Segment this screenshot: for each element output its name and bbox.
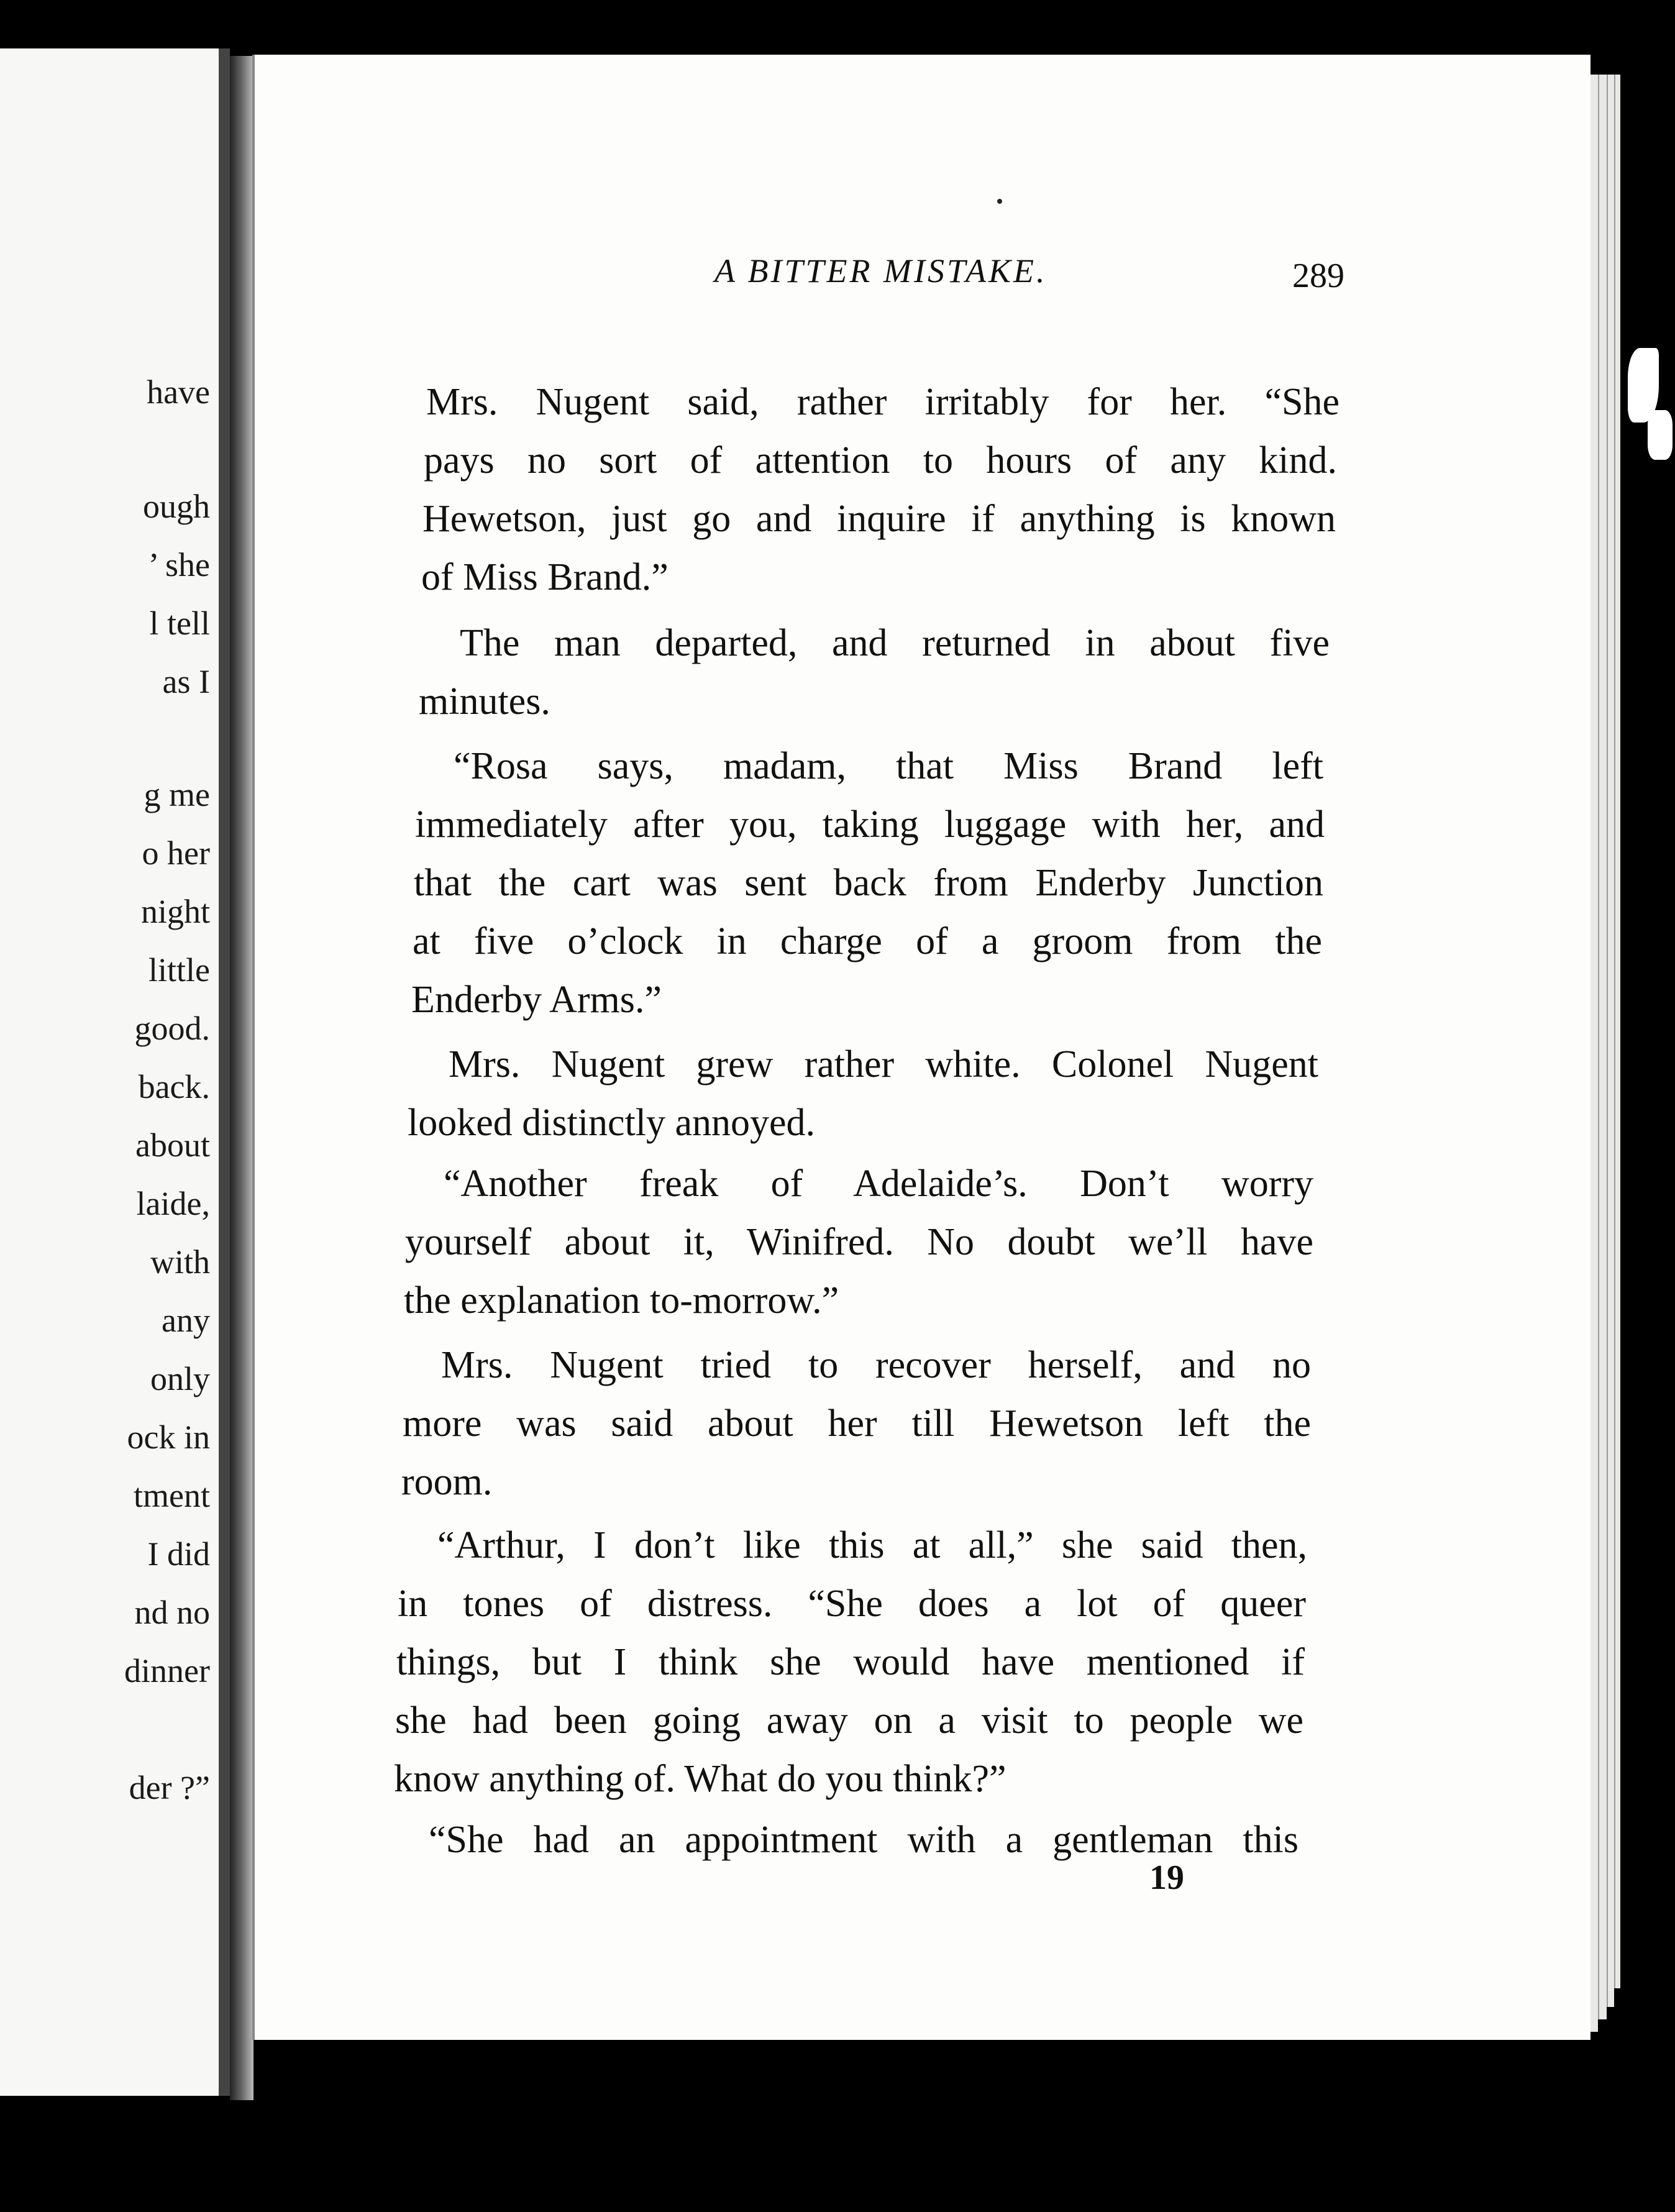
text-line: Hewetson, just go and inquire if anything is known [422, 498, 1336, 540]
text-line: Mrs. Nugent said, rather irritably for her. “She [426, 381, 1340, 423]
text-line: “She had an appointment with a gentleman this [429, 1819, 1298, 1861]
running-title: A BITTER MISTAKE. [714, 252, 1047, 290]
signature-mark: 19 [1149, 1858, 1184, 1897]
left-page-fragment: I did [147, 1535, 210, 1573]
text-line: in tones of distress. “She does a lot of queer [398, 1583, 1306, 1625]
text-line: pays no sort of attention to hours of any kind. [424, 439, 1337, 482]
text-line: Enderby Arms.” [411, 979, 662, 1021]
text-line: The man departed, and returned in about five [460, 622, 1330, 664]
left-page-fragment: nd no [134, 1594, 210, 1631]
text-line: know anything of. What do you think?” [394, 1758, 1006, 1800]
text-line: she had been going away on a visit to people we [395, 1699, 1303, 1742]
left-page-fragment: ock in [127, 1419, 210, 1456]
page-number: 289 [1292, 257, 1344, 295]
text-line: “Another freak of Adelaide’s. Don’t worry [444, 1163, 1313, 1205]
ink-speck [997, 199, 1002, 204]
left-page-fragment: ough [143, 488, 210, 525]
page-edge [1598, 75, 1607, 2019]
left-page-fragment: o her [142, 834, 210, 872]
text-line: looked distinctly annoyed. [408, 1102, 816, 1144]
book-gutter [230, 56, 253, 2100]
text-line: that the cart was sent back from Enderby Junction [414, 862, 1323, 904]
left-page-fragment: g me [144, 776, 210, 813]
left-page-fragment: with [150, 1243, 210, 1281]
left-page-fragment: back. [138, 1068, 210, 1105]
page-edge [1607, 75, 1614, 2007]
left-facing-page [0, 48, 230, 2096]
left-page-fragment: any [162, 1302, 210, 1339]
text-line: minutes. [419, 680, 550, 723]
left-page-fragment: as I [162, 663, 210, 700]
left-page-fragment: laide, [136, 1185, 210, 1222]
text-line: “Rosa says, madam, that Miss Brand left [454, 745, 1323, 787]
left-page-fragment: night [140, 893, 210, 930]
text-line: yourself about it, Winifred. No doubt we’ll have [405, 1221, 1313, 1263]
text-line: things, but I think she would have mentioned if [396, 1641, 1305, 1683]
text-line: Mrs. Nugent grew rather white. Colonel Nugent [449, 1043, 1318, 1085]
page-edge [1614, 75, 1620, 1988]
left-page-fragment: little [148, 951, 210, 989]
text-line: more was said about her till Hewetson left the [403, 1402, 1311, 1445]
left-page-fragment: l tell [149, 605, 210, 642]
text-line: at five o’clock in charge of a groom from the [413, 920, 1322, 962]
scan-blotch [1648, 410, 1673, 460]
left-page-fragment: have [147, 373, 210, 411]
left-page-fragment: dinner [124, 1652, 210, 1689]
text-line: room. [401, 1461, 493, 1503]
left-page-fragment: good. [134, 1010, 210, 1047]
left-page-fragment: ’ she [148, 546, 210, 583]
left-page-fragment: about [135, 1127, 210, 1164]
text-line: immediately after you, taking luggage with her, and [415, 803, 1325, 846]
left-page-fragment: der ?” [129, 1769, 210, 1806]
left-page-fragment: only [150, 1360, 210, 1397]
text-line: the explanation to-morrow.” [404, 1279, 839, 1322]
left-page-fragment: tment [134, 1477, 210, 1514]
text-line: Mrs. Nugent tried to recover herself, and no [441, 1344, 1311, 1386]
text-line: “Arthur, I don’t like this at all,” she said then, [437, 1524, 1307, 1566]
text-line: of Miss Brand.” [421, 556, 669, 598]
